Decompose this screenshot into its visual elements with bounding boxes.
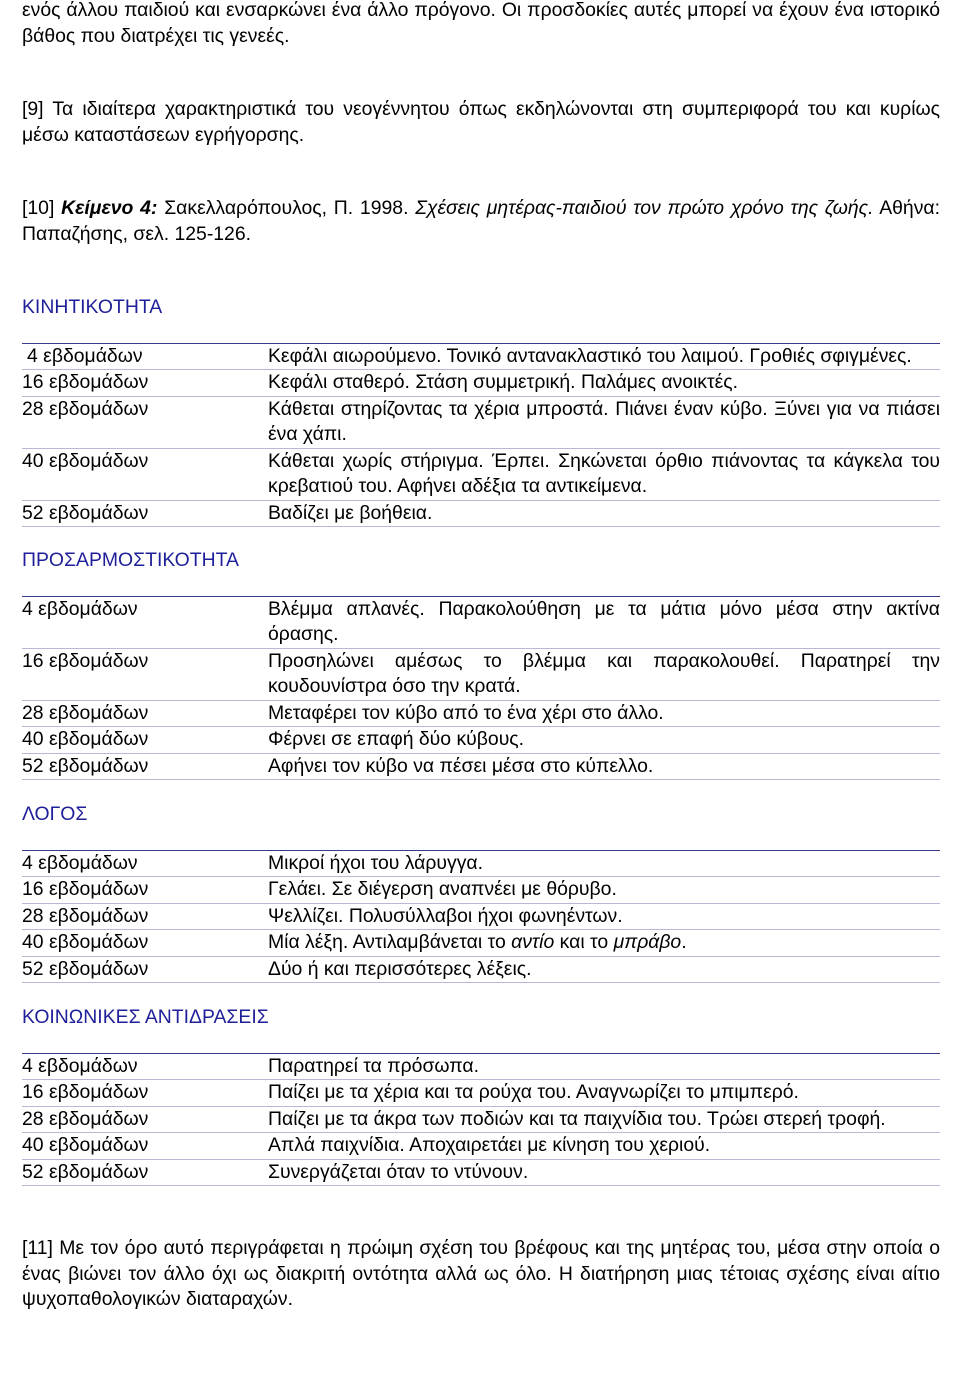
age-cell: 28 εβδομάδων [22,1106,268,1133]
description-cell: Κάθεται στηρίζοντας τα χέρια μπροστά. Πιάνει έναν κύβο. Ξύνει για να πιάσει ένα χάπι. [268,396,940,448]
age-cell: 4 εβδομάδων [22,850,268,877]
table-row [22,648,940,700]
description-cell: Αφήνει τον κύβο να πέσει μέσα στο κύπελλο. [268,753,940,780]
age-cell: 4 εβδομάδων [22,596,268,648]
description-italic: αντίο [511,931,555,953]
table-row [22,877,940,904]
description-cell: Μεταφέρει τον κύβο από το ένα χέρι στο άλλο. [268,700,940,727]
description-cell: Κεφάλι αιωρούμενο. Τονικό αντανακλαστικό του λαιμού. Γροθιές σφιγμένες. [268,343,940,370]
footnote-11: [11] Με τον όρο αυτό περιγράφεται η πρώιμη σχέση του βρέφους και της μητέρας του, μέσα στην οποία ο ένας βιώνει τον άλλο όχι ως διακριτή οντότητα αλλά ως όλο. Η διατήρηση μιας τέτοιας σχέσης είναι αίτιο ψυχοπαθολογικών διαταραχών. [22,1237,940,1310]
table-row [22,448,940,500]
age-cell: 16 εβδομάδων [22,1080,268,1107]
table-row [22,596,940,648]
age-cell: 16 εβδομάδων [22,877,268,904]
table-row [22,500,940,527]
description-cell: Γελάει. Σε διέγερση αναπνέει με θόρυβο. [268,877,940,904]
description-cell: Παίζει με τα χέρια και τα ρούχα του. Αναγνωρίζει το μπιμπερό. [268,1080,940,1107]
age-cell: 52 εβδομάδων [22,956,268,983]
table-row [22,956,940,983]
footnote-10-author: Σακελλαρόπουλος, Π. 1998. [157,197,416,219]
table-row [22,343,940,370]
age-cell: 4 εβδομάδων [22,1053,268,1080]
footnote-9: [9] Τα ιδιαίτερα χαρακτηριστικά του νεογέννητου όπως εκδηλώνονται στη συμπεριφορά του και κυρίως μέσω καταστάσεων εγρήγορσης. [22,98,940,146]
footnote-10-prefix: [10] [22,197,62,219]
age-cell: 4 εβδομάδων [22,343,268,370]
description-text: και το [554,931,614,953]
description-cell: Κάθεται χωρίς στήριγμα. Έρπει. Σηκώνεται όρθιο πιάνοντας τα κάγκελα του κρεβατιού του. Αφήνει αδέξια τα αντικείμενα. [268,448,940,500]
table-social [22,1053,940,1187]
intro-paragraph: ενός άλλου παιδιού και ενσαρκώνει ένα άλλο πρόγονο. Οι προσδοκίες αυτές μπορεί να έχουν ένα ιστορικό βάθος που διατρέχει τις γενεές. [22,0,940,47]
description-cell: Παρατηρεί τα πρόσωπα. [268,1053,940,1080]
table-row [22,1133,940,1160]
table-row [22,1080,940,1107]
table-row [22,700,940,727]
footnote-10 [22,196,940,247]
description-cell: Συνεργάζεται όταν το ντύνουν. [268,1159,940,1186]
table-adaptive [22,596,940,781]
description-cell: Παίζει με τα άκρα των ποδιών και τα παιχνίδια του. Τρώει στερεή τροφή. [268,1106,940,1133]
age-cell: 52 εβδομάδων [22,753,268,780]
age-cell: 40 εβδομάδων [22,1133,268,1160]
age-cell: 40 εβδομάδων [22,448,268,500]
section-heading-social: ΚΟΙΝΩΝΙΚΕΣ ΑΝΤΙΔΡΑΣΕΙΣ [22,1006,269,1028]
description-cell: Φέρνει σε επαφή δύο κύβους. [268,727,940,754]
description-cell: Μικροί ήχοι του λάρυγγα. [268,850,940,877]
table-row [22,1159,940,1186]
table-row [22,727,940,754]
table-row [22,1053,940,1080]
age-cell: 28 εβδομάδων [22,396,268,448]
description-cell: Ψελλίζει. Πολυσύλλαβοι ήχοι φωνηέντων. [268,903,940,930]
description-cell: Κεφάλι σταθερό. Στάση συμμετρική. Παλάμες ανοικτές. [268,370,940,397]
table-row [22,850,940,877]
description-cell: Δύο ή και περισσότερες λέξεις. [268,956,940,983]
table-row [22,753,940,780]
section-heading-motor: ΚΙΝΗΤΙΚΟΤΗΤΑ [22,296,163,318]
age-cell: 52 εβδομάδων [22,500,268,527]
footnote-10-rest: Αθήνα: Παπαζήσης, σελ. 125-126. [22,197,940,245]
table-row [22,903,940,930]
footnote-10-title: Σχέσεις μητέρας-παιδιού τον πρώτο χρόνο της ζωής. [415,197,874,219]
description-cell [268,930,940,957]
description-text: . [681,931,687,953]
description-cell: Βλέμμα απλανές. Παρακολούθηση με τα μάτια μόνο μέσα στην ακτίνα όρασης. [268,596,940,648]
age-cell: 16 εβδομάδων [22,648,268,700]
description-italic: μπράβο [613,931,682,953]
age-cell: 28 εβδομάδων [22,903,268,930]
description-cell: Απλά παιχνίδια. Αποχαιρετάει με κίνηση του χεριού. [268,1133,940,1160]
section-heading-adaptive: ΠΡΟΣΑΡΜΟΣΤΙΚΟΤΗΤΑ [22,549,239,571]
table-row [22,1106,940,1133]
description-cell: Προσηλώνει αμέσως το βλέμμα και παρακολουθεί. Παρατηρεί την κουδουνίστρα όσο την κρατά. [268,648,940,700]
age-cell: 52 εβδομάδων [22,1159,268,1186]
description-text: Μία λέξη. Αντιλαμβάνεται το [268,931,512,953]
table-speech [22,850,940,984]
age-cell: 16 εβδομάδων [22,370,268,397]
age-cell: 40 εβδομάδων [22,930,268,957]
table-motor [22,343,940,528]
description-cell: Βαδίζει με βοήθεια. [268,500,940,527]
age-cell: 28 εβδομάδων [22,700,268,727]
table-row [22,396,940,448]
footnote-10-label: Κείμενο 4: [61,197,158,219]
document-page [22,0,940,1313]
section-heading-speech: ΛΟΓΟΣ [22,803,88,825]
table-row [22,930,940,957]
table-row [22,370,940,397]
age-cell: 40 εβδομάδων [22,727,268,754]
